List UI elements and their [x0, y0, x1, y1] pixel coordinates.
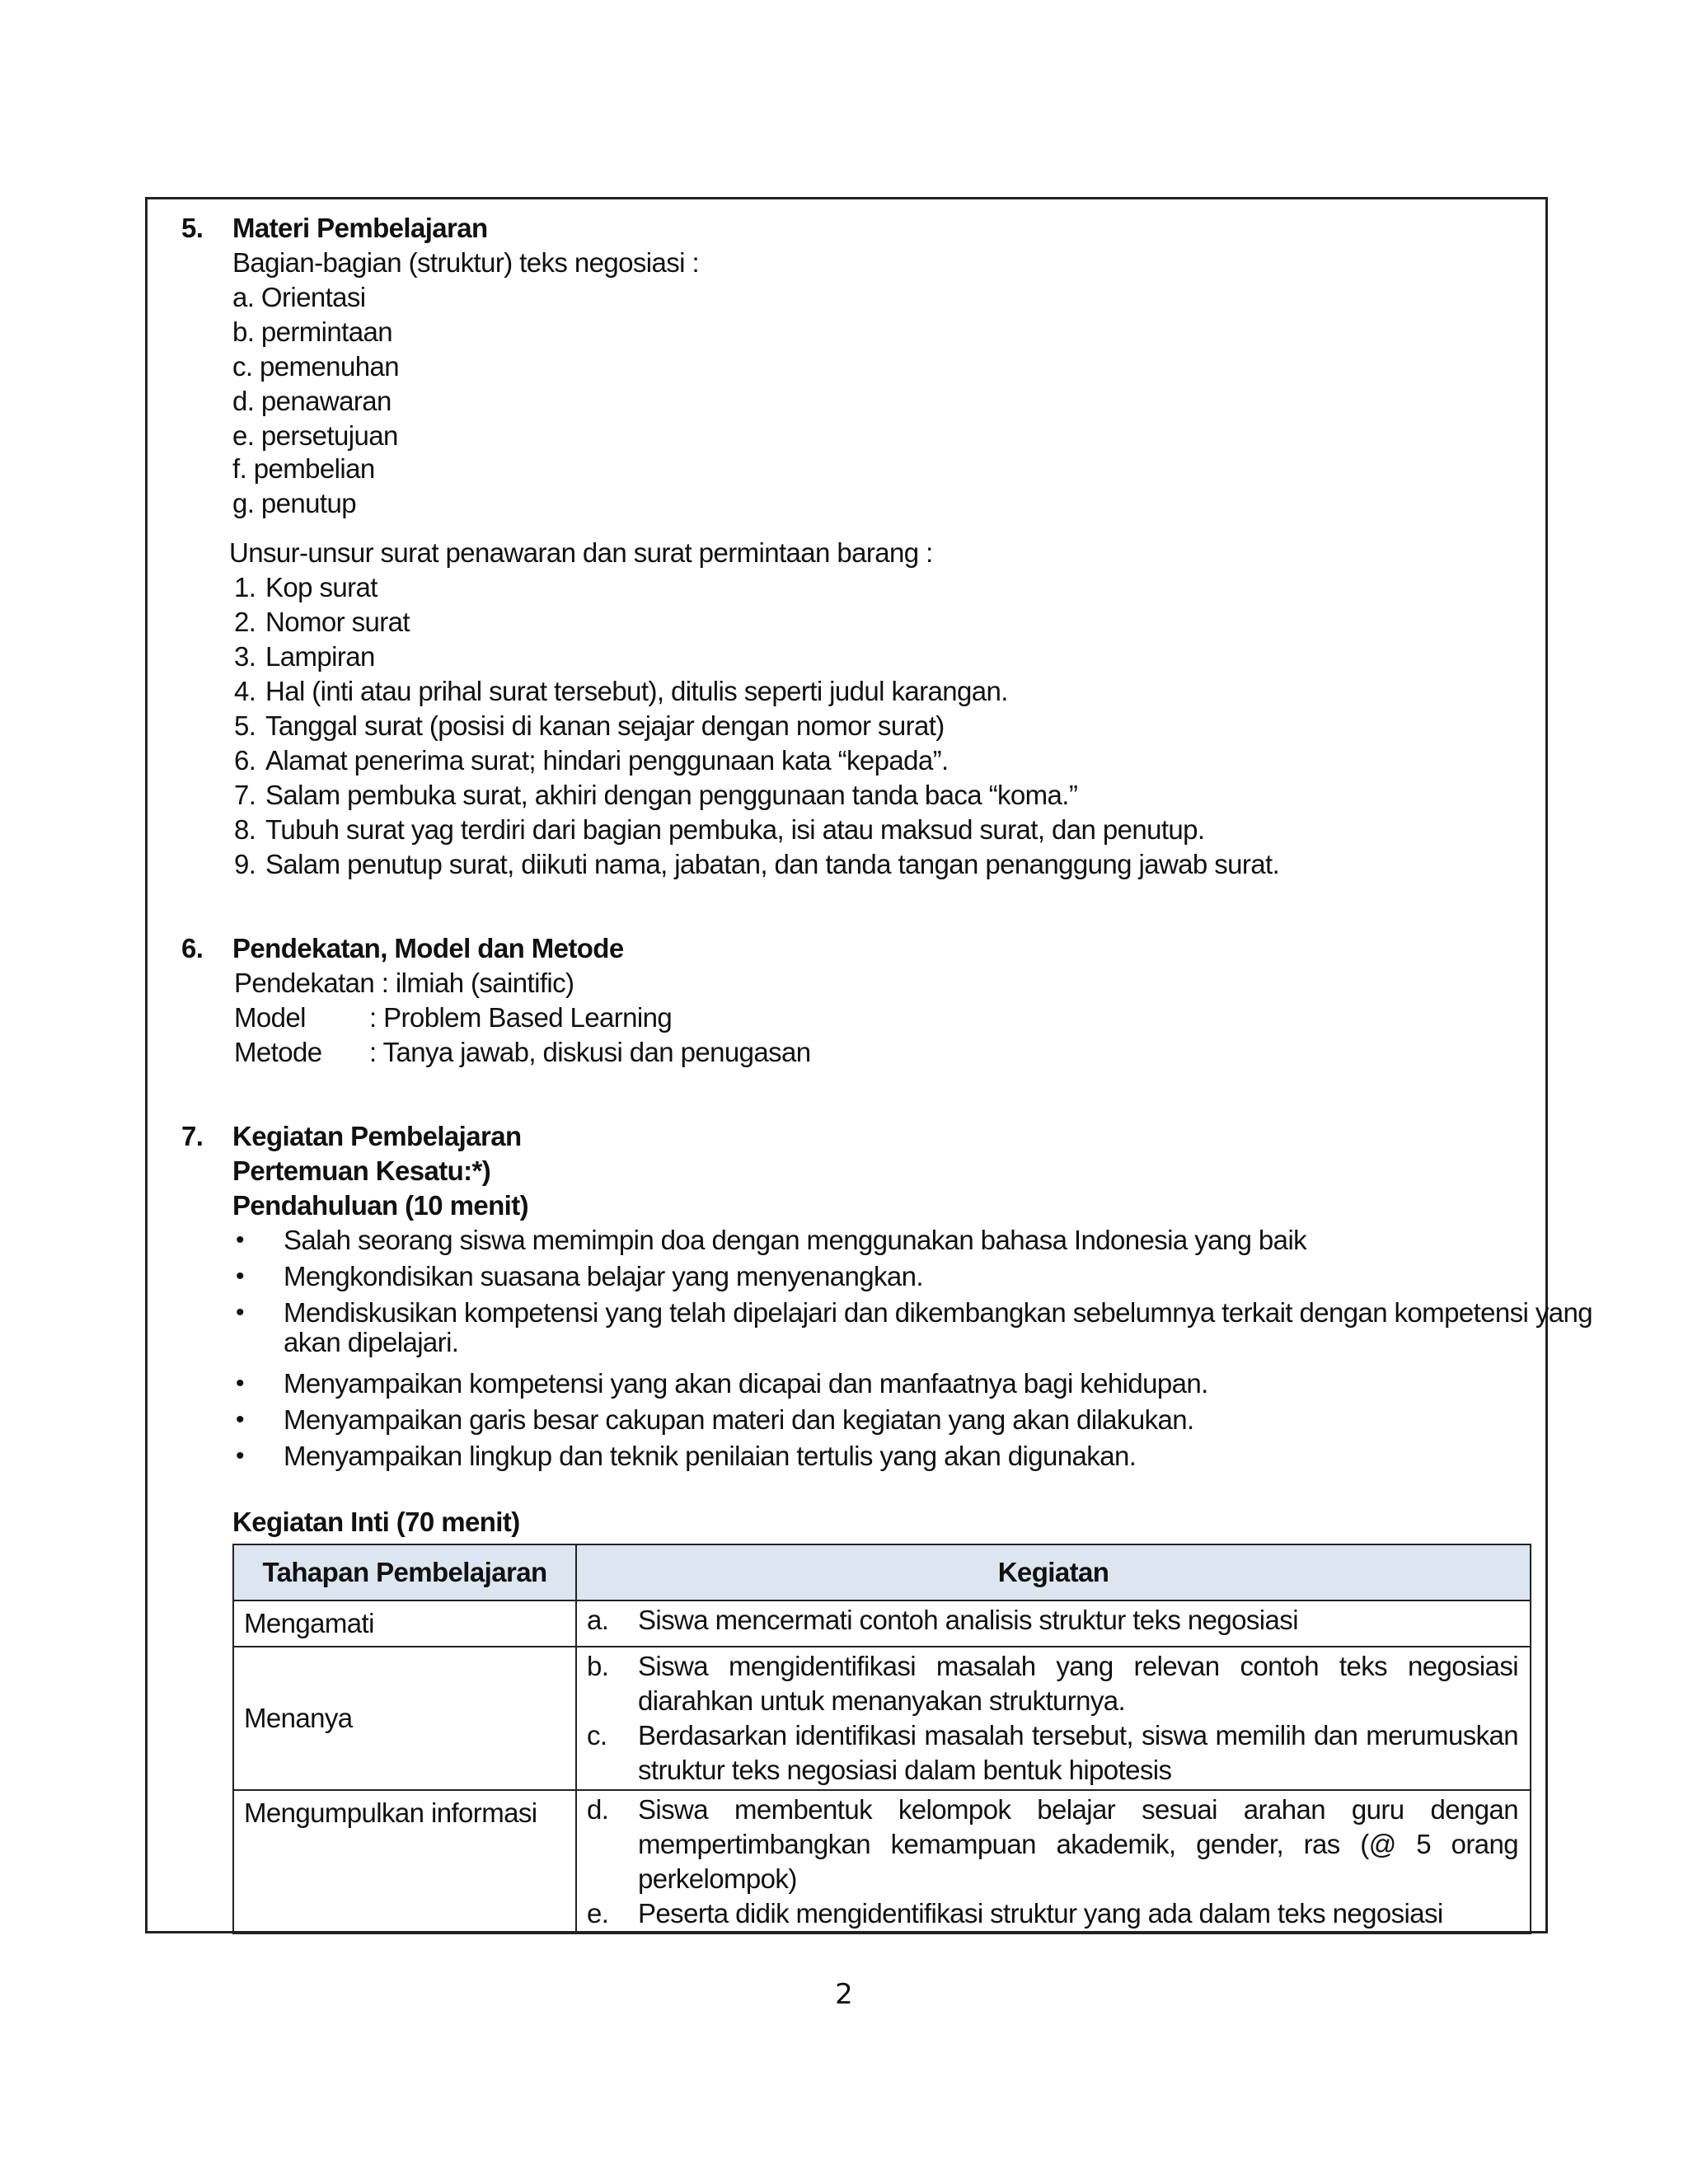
- bullet-item: Menyampaikan lingkup dan teknik penilaian tertulis yang akan digunakan.: [284, 1441, 1137, 1471]
- activity-letter: b.: [587, 1651, 609, 1681]
- table-header-row: [233, 1544, 1531, 1601]
- activity-letter: c.: [587, 1720, 607, 1750]
- section-number: 7.: [181, 1121, 204, 1151]
- bullet-item-continued: akan dipelajari.: [284, 1327, 459, 1357]
- column-header: Tahapan Pembelajaran: [233, 1544, 576, 1601]
- list-item: d. penawaran: [232, 386, 392, 416]
- list-item: Salam pembuka surat, akhiri dengan penggunaan tanda baca “koma.”: [265, 780, 1078, 810]
- page-number: 2: [835, 1978, 853, 2011]
- bullet-item: Menyampaikan kompetensi yang akan dicapai dan manfaatnya bagi kehidupan.: [284, 1368, 1208, 1399]
- bullet-item: Mengkondisikan suasana belajar yang menyenangkan.: [284, 1261, 923, 1291]
- bullet-icon: •: [236, 1299, 244, 1326]
- list-item: Nomor surat: [265, 607, 410, 637]
- method-value: : Tanya jawab, diskusi dan penugasan: [369, 1037, 811, 1067]
- activity-letter: a.: [587, 1605, 609, 1635]
- list-number: 8.: [234, 814, 256, 845]
- list-item: e. persetujuan: [232, 420, 398, 451]
- section-intro-2: Unsur-unsur surat penawaran dan surat permintaan barang :: [229, 537, 933, 568]
- list-number: 2.: [234, 607, 256, 637]
- activity-cell: [576, 1647, 1531, 1790]
- activity-letter: e.: [587, 1898, 609, 1929]
- activity-cell: [576, 1601, 1531, 1647]
- activity-text: Berdasarkan identifikasi masalah tersebut, siswa memilih dan merumuskan struktur teks negosiasi dalam bentuk hipotesis: [638, 1720, 1518, 1785]
- activity-text: Siswa membentuk kelompok belajar sesuai arahan guru dengan mempertimbangkan kemampuan akademik, gender, ras (@ 5 orang perkelompok): [638, 1794, 1518, 1894]
- list-number: 4.: [234, 676, 256, 706]
- activity-cell: [576, 1790, 1531, 1933]
- activity-text: Siswa mencermati contoh analisis struktur teks negosiasi: [638, 1605, 1298, 1635]
- activity-text: Siswa mengidentifikasi masalah yang relevan contoh teks negosiasi diarahkan untuk menanyakan strukturnya.: [638, 1651, 1518, 1716]
- list-item: Hal (inti atau prihal surat tersebut), ditulis seperti judul karangan.: [265, 676, 1008, 706]
- table-row: [233, 1647, 1531, 1790]
- list-number: 7.: [234, 780, 256, 810]
- bullet-item: Salah seorang siswa memimpin doa dengan menggunakan bahasa Indonesia yang baik: [284, 1225, 1307, 1255]
- bullet-item: Mendiskusikan kompetensi yang telah dipelajari dan dikembangkan sebelumnya terkait dengan kompetensi yang: [284, 1297, 1593, 1328]
- core-title: Kegiatan Inti (70 menit): [232, 1507, 520, 1537]
- section-title: Kegiatan Pembelajaran: [232, 1121, 522, 1151]
- model-label: Model: [234, 1002, 306, 1033]
- activity-item: [587, 1649, 1518, 1718]
- list-item: g. penutup: [232, 488, 356, 518]
- activity-item: [587, 1718, 1518, 1788]
- list-item: Tubuh surat yag terdiri dari bagian pembuka, isi atau maksud surat, dan penutup.: [265, 814, 1205, 845]
- list-item: Salam penutup surat, diikuti nama, jabatan, dan tanda tangan penanggung jawab surat.: [265, 849, 1280, 879]
- stage-cell: Menanya: [233, 1647, 576, 1790]
- activity-item: [587, 1896, 1518, 1931]
- intro-title: Pendahuluan (10 menit): [232, 1190, 529, 1221]
- list-item: f. pembelian: [232, 453, 375, 484]
- section-intro: Bagian-bagian (struktur) teks negosiasi :: [232, 247, 700, 278]
- meeting-title: Pertemuan Kesatu:*): [232, 1155, 491, 1186]
- bullet-icon: •: [236, 1442, 244, 1469]
- model-value: : Problem Based Learning: [369, 1002, 673, 1033]
- list-item: Tanggal surat (posisi di kanan sejajar dengan nomor surat): [265, 710, 945, 741]
- activity-table: [232, 1544, 1531, 1934]
- bullet-icon: •: [236, 1263, 244, 1290]
- list-number: 3.: [234, 641, 256, 672]
- bullet-icon: •: [236, 1406, 244, 1433]
- activity-item: [587, 1603, 1518, 1638]
- list-number: 5.: [234, 710, 256, 741]
- stage-cell: Mengamati: [233, 1601, 576, 1647]
- method-label: Metode: [234, 1037, 322, 1067]
- list-item: Alamat penerima surat; hindari penggunaan kata “kepada”.: [265, 745, 949, 776]
- list-number: 1.: [234, 572, 256, 602]
- section-number: 5.: [181, 213, 204, 243]
- section-title: Materi Pembelajaran: [232, 213, 488, 243]
- list-item: a. Orientasi: [232, 282, 366, 312]
- activity-text: Peserta didik mengidentifikasi struktur yang ada dalam teks negosiasi: [638, 1898, 1443, 1929]
- table-row: [233, 1790, 1531, 1933]
- activity-item: [587, 1793, 1518, 1896]
- bullet-icon: •: [236, 1370, 244, 1397]
- list-number: 6.: [234, 745, 256, 776]
- activity-letter: d.: [587, 1794, 609, 1825]
- list-number: 9.: [234, 849, 256, 879]
- approach-line: Pendekatan : ilmiah (saintific): [234, 968, 574, 998]
- column-header: Kegiatan: [576, 1544, 1531, 1601]
- bullet-icon: •: [236, 1226, 244, 1254]
- list-item: c. pemenuhan: [232, 351, 399, 382]
- stage-cell: Mengumpulkan informasi: [233, 1790, 576, 1933]
- bullet-item: Menyampaikan garis besar cakupan materi dan kegiatan yang akan dilakukan.: [284, 1404, 1194, 1435]
- section-number: 6.: [181, 933, 204, 963]
- list-item: b. permintaan: [232, 316, 392, 347]
- table-row: [233, 1601, 1531, 1647]
- list-item: Kop surat: [265, 572, 377, 602]
- section-title: Pendekatan, Model dan Metode: [232, 933, 624, 963]
- list-item: Lampiran: [265, 641, 375, 672]
